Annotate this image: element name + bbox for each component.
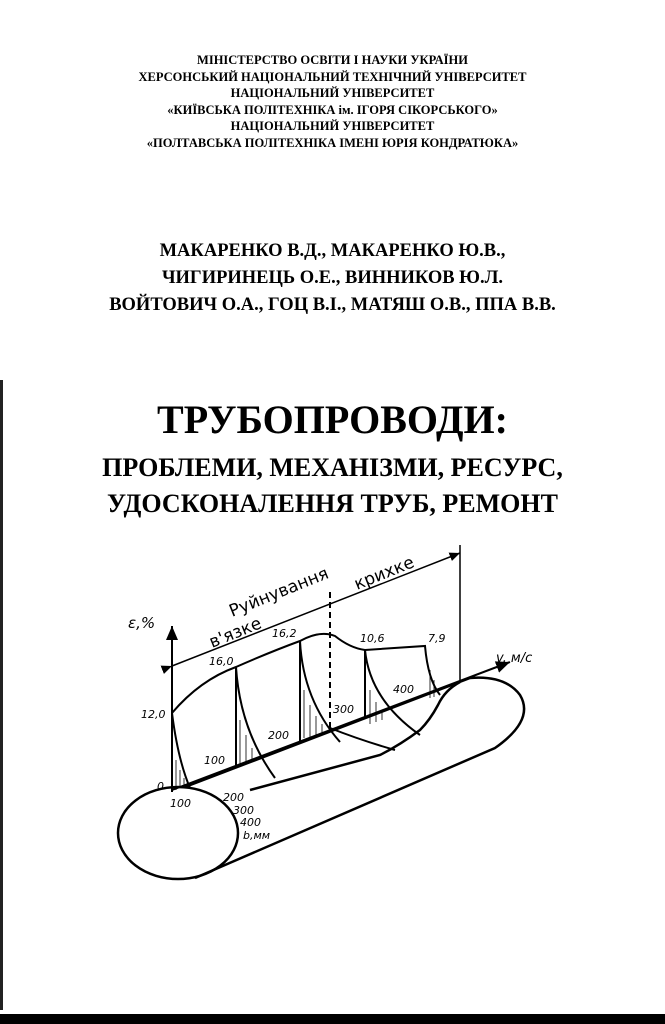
author-line: ВОЙТОВИЧ О.А., ГОЦ В.І., МАТЯШ О.В., ППА В.В. [109,295,556,315]
pipe-outline [118,678,524,879]
depth-tick: 100 [170,797,191,810]
institution-line: «ПОЛТАВСЬКА ПОЛІТЕХНІКА ІМЕНІ ЮРІЯ КОНДРАТЮКА» [146,135,519,150]
subtitle-line: УДОСКОНАЛЕННЯ ТРУБ, РЕМОНТ [107,489,558,518]
depth-tick: 300 [233,804,254,817]
fracture-label: Руйнування [226,563,332,622]
institution-line: НАЦІОНАЛЬНИЙ УНІВЕРСИТЕТ [230,86,435,100]
velocity-tick: 0 [157,780,164,793]
institution-line: ХЕРСОНСЬКИЙ НАЦІОНАЛЬНИЙ ТЕХНІЧНИЙ УНІВЕРСИТЕТ [138,69,527,84]
strain-axis-label: ε,% [128,614,156,632]
depth-tick: 400 [240,816,261,829]
brittle-label: крихке [351,552,418,595]
depth-axis-label: b,мм [243,829,271,842]
author-line: ЧИГИРИНЕЦЬ О.Е., ВИННИКОВ Ю.Л. [161,268,504,288]
velocity-tick: 300 [333,703,354,716]
strain-value: 16,0 [209,655,234,668]
strain-value: 7,9 [428,632,446,645]
depth-tick: 200 [223,791,244,804]
institution-line: МІНІСТЕРСТВО ОСВІТИ І НАУКИ УКРАЇНИ [197,53,468,67]
institution-line: «КИЇВСЬКА ПОЛІТЕХНІКА ім. ІГОРЯ СІКОРСЬКОГО» [167,102,498,117]
velocity-tick: 200 [268,729,289,742]
strain-value: 10,6 [360,632,385,645]
velocity-tick: 400 [393,683,414,696]
strain-value: 12,0 [141,708,166,721]
book-title: ТРУБОПРОВОДИ: [157,397,508,442]
ductile-label: в'язке [206,613,265,653]
institution-line: НАЦІОНАЛЬНИЙ УНІВЕРСИТЕТ [230,119,435,133]
strain-value: 16,2 [272,627,297,640]
subtitle-line: ПРОБЛЕМИ, МЕХАНІЗМИ, РЕСУРС, [102,453,563,482]
velocity-tick: 100 [204,754,225,767]
author-line: МАКАРЕНКО В.Д., МАКАРЕНКО Ю.В., [159,241,506,261]
scan-bottom-edge [0,1014,665,1024]
velocity-axis-label: v, м/с [496,651,533,666]
